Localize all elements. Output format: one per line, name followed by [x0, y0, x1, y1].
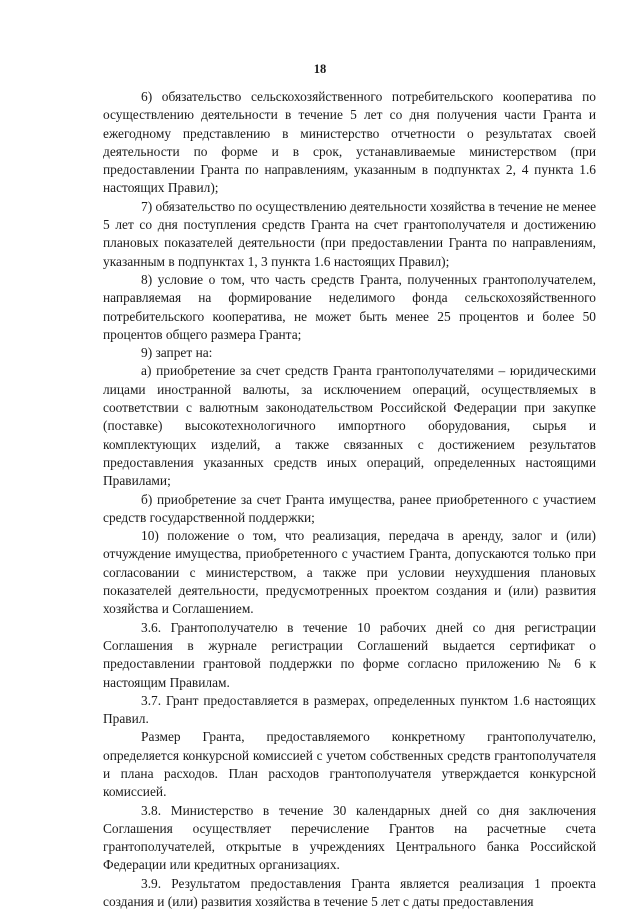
paragraph-item-7-obligation-farm: 7) обязательство по осуществлению деятельности хозяйства в течение не менее 5 лет со дня поступления средств Гранта на счет грантополучателя и достижению плановых показателей деятельности (при предоставлении Гранта по направлениям, указанным в подпунктах 1, 3 пункта 1.6 настоящих Правил);	[103, 198, 597, 269]
paragraph-clause-3-6-certificate: 3.6. Грантополучателю в течение 10 рабочих дней со дня регистрации Соглашения в журнале регистрации Соглашений выдается сертификат о предоставлении грантовой поддержки по форме согласно приложению № 6 к настоящим Правилам.	[103, 619, 596, 690]
page-number: 18	[313, 62, 327, 76]
document-body	[103, 88, 596, 911]
paragraph-clause-3-8-transfer: 3.8. Министерство в течение 30 календарных дней со дня заключения Соглашения осуществляет перечисление Грантов на расчетные счета грантополучателей, открытые в учреждениях Центрального банка Российской Федерации или кредитных организациях.	[103, 802, 596, 873]
paragraph-subitem-b-property-prohibition: б) приобретение за счет Гранта имущества, ранее приобретенного с участием средств государственной поддержки;	[103, 491, 596, 525]
paragraph-item-6-obligation-cooperative: 6) обязательство сельскохозяйственного потребительского кооператива по осуществлению деятельности в течение 5 лет со дня получения части Гранта и ежегодному представлению в министерство отчетности о результатах своей деятельности по форме и в срок, устанавливаемые министерством (при предоставлении Гранта по направлениям, указанным в подпунктах 2, 4 пункта 1.6 настоящих Правил);	[103, 89, 596, 196]
paragraph-item-8-indivisible-fund-condition: 8) условие о том, что часть средств Гранта, полученных грантополучателем, направляемая на формирование неделимого фонда сельскохозяйственного потребительского кооператива, не может быть менее 25 процентов и более 50 процентов общего размера Гранта;	[103, 271, 596, 342]
paragraph-clause-3-9-result: 3.9. Результатом предоставления Гранта является реализация 1 проекта создания и (или) развития хозяйства в течение 5 лет с даты предоставления	[103, 875, 596, 910]
paragraph-clause-3-7-grant-amount: 3.7. Грант предоставляется в размерах, определенных пунктом 1.6 настоящих Правил.	[103, 692, 596, 727]
paragraph-item-9-prohibition-intro: 9) запрет на:	[141, 345, 213, 361]
paragraph-subitem-a-currency-prohibition: а) приобретение за счет средств Гранта грантополучателями – юридическими лицами иностранной валюты, за исключением операций, осуществляемых в соответствии с валютным законодательством Российской Федерации при закупке (поставке) высокотехнологичного импортного оборудования, сырья и комплектующих изделий, а также связанных с достижением результатов предоставления указанных средств иных операций, определенных настоящими Правилами;	[103, 363, 596, 489]
paragraph-item-10-property-alienation: 10) положение о том, что реализация, передача в аренду, залог и (или) отчуждение имущества, приобретенного с участием Гранта, допускаются только при согласовании с министерством, а также при условии неухудшения плановых показателей деятельности, предусмотренных проектом создания и (или) развития хозяйства и Соглашением.	[103, 528, 596, 617]
paragraph-grant-size-determination: Размер Гранта, предоставляемого конкретному грантополучателю, определяется конкурсной комиссией с учетом собственных средств грантополучателя и плана расходов. План расходов грантополучателя утверждается конкурсной комиссией.	[103, 729, 596, 800]
